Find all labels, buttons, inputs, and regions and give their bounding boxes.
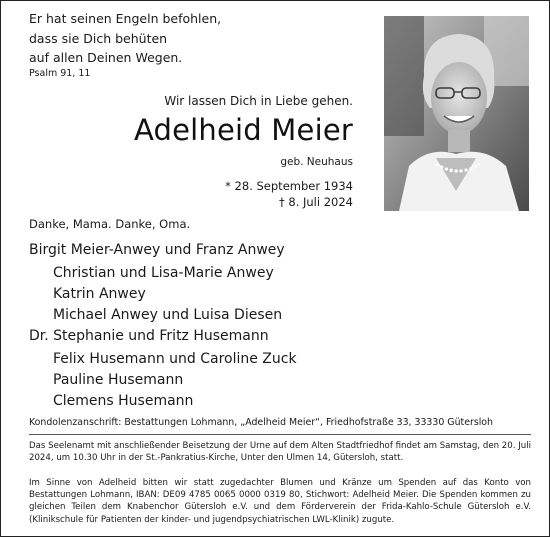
verse-reference: Psalm 91, 11	[29, 68, 91, 79]
family-member: Pauline Husemann	[53, 372, 184, 388]
family-member: Katrin Anwey	[53, 286, 146, 302]
family-members	[53, 349, 297, 412]
birth-date: * 28. September 1934	[225, 179, 353, 193]
family-head: Dr. Stephanie und Fritz Husemann	[29, 328, 269, 344]
deceased-name: Adelheid Meier	[133, 113, 353, 147]
thanks-line: Danke, Mama. Danke, Oma.	[29, 217, 191, 231]
motto: Wir lassen Dich in Liebe gehen.	[164, 94, 353, 108]
family-member: Clemens Husemann	[53, 393, 194, 409]
verse-line: dass sie Dich behüten	[29, 30, 168, 46]
family-members	[53, 263, 282, 326]
funeral-info-paragraph: Das Seelenamt mit anschließender Beisetzung der Urne auf dem Alten Stadtfriedhof findet am Samstag, den 20. Juli 2024, um 10.30 Uhr in der St.-Pankratius-Kirche, Unter den Ulmen 14, Gütersloh, statt.	[29, 441, 531, 464]
condolence-address: Kondolenzanschrift: Bestattungen Lohmann, „Adelheid Meier“, Friedhofstraße 33, 33330 Gütersloh	[29, 417, 493, 428]
verse-line: Er hat seinen Engeln befohlen,	[29, 11, 222, 26]
family-member: Christian und Lisa-Marie Anwey	[53, 265, 274, 281]
family-head: Birgit Meier-Anwey und Franz Anwey	[29, 242, 285, 258]
maiden-name: geb. Neuhaus	[280, 156, 353, 168]
family-member: Michael Anwey und Luisa Diesen	[53, 307, 283, 323]
portrait-photo	[384, 16, 529, 211]
divider	[29, 434, 531, 435]
death-date: † 8. Juli 2024	[278, 195, 353, 209]
family-member: Felix Husemann und Caroline Zuck	[53, 351, 297, 367]
verse-line: auf allen Deinen Wegen.	[29, 50, 183, 65]
bible-verse	[29, 9, 221, 68]
donation-info-paragraph: Im Sinne von Adelheid bitten wir statt zugedachter Blumen und Kränze um Spenden auf das Konto von Bestattungen Lohmann, IBAN: DE09 4785 0065 0000 0319 80, Stichwort: Adelheid Meier. Die Spenden kommen zu gleichen Teilen dem Knabenchor Gütersloh e.V. und dem Förderverein der Frida-Kahlo-Schule Gütersloh e.V. (Klinikschule für Patienten der kinder- und jugendpsychiatrischen LWL-Klinik) zugute.	[29, 478, 531, 525]
portrait-image	[384, 16, 529, 211]
